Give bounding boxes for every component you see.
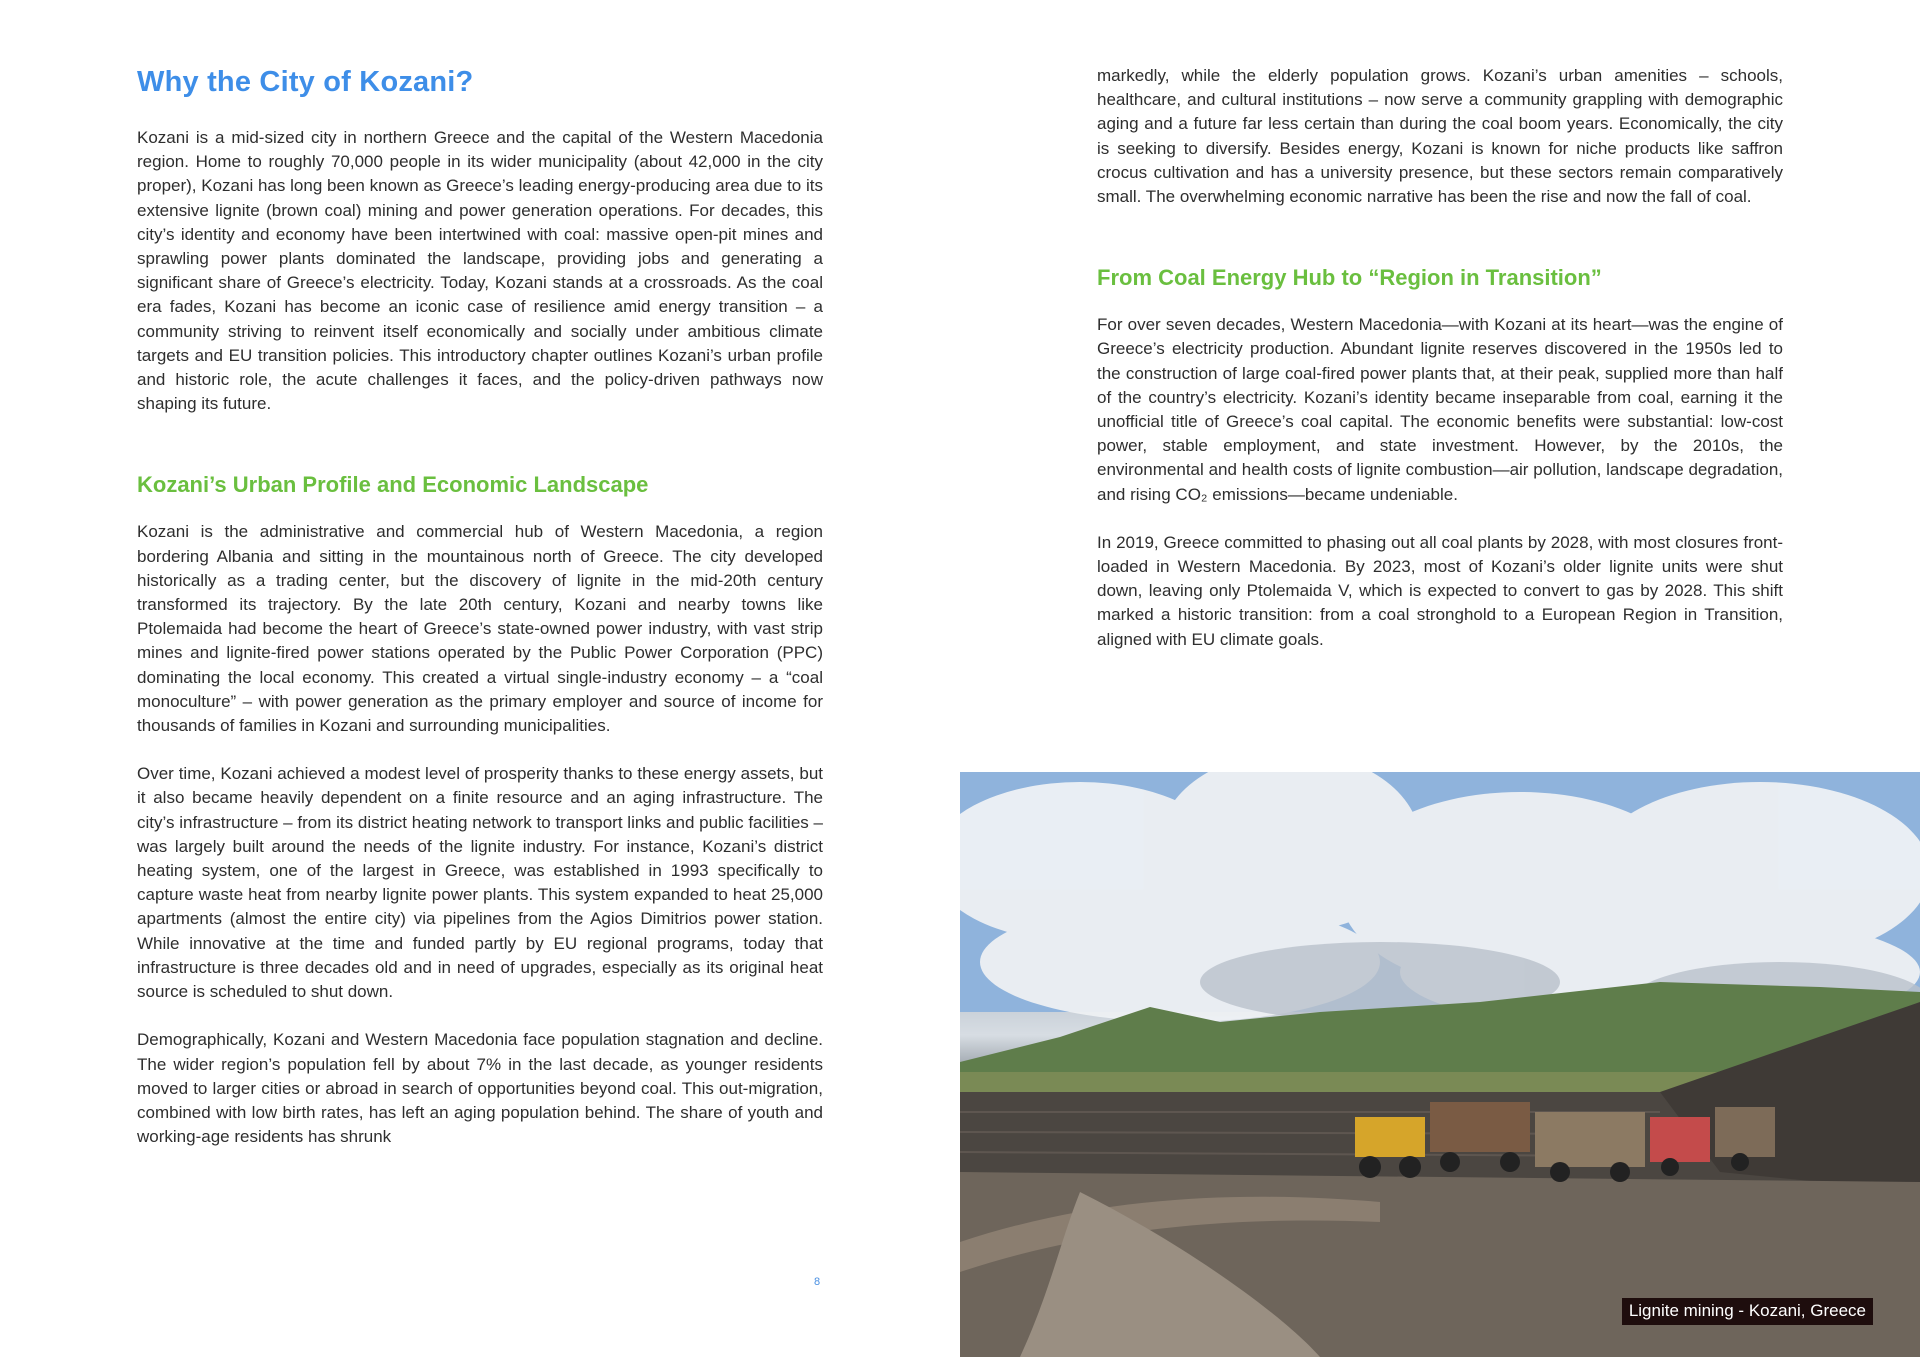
intro-paragraph: Kozani is a mid-sized city in northern Greece and the capital of the Western Macedonia region. Home to roughly 70,000 people in its wider municipality (about 42,000 in the city proper), Kozani has long been known as Greece’s leading energy-producing area due to its extensive lignite (brown coal) mining and power generation operations. For decades, this city’s identity and economy have been intertwined with coal: massive open-pit mines and sprawling power plants dominated the landscape, providing jobs and generating a significant share of Greece’s electricity. Today, Kozani stands at a crossroads. As the coal era fades, Kozani has become an iconic case of resilience amid energy transition – a community striving to reinvent itself economically and socially under ambitious climate targets and EU transition policies. This introductory chapter outlines Kozani’s urban profile and historic role, the acute challenges it faces, and the policy-driven pathways now shaping its future. (137, 128, 823, 414)
photo-illustration (960, 772, 1920, 1357)
right-page-column (1097, 64, 1783, 652)
page-title: Why the City of Kozani? (137, 66, 474, 98)
lignite-mine-photo (960, 772, 1920, 1357)
body-paragraph: Demographically, Kozani and Western Macedonia face population stagnation and decline. The wider region’s population fell by about 7% in the last decade, as younger residents moved to larger cities or abroad in search of opportunities beyond coal. This out-migration, combined with low birth rates, has left an aging population behind. The share of youth and working-age residents has shrunk (137, 1030, 823, 1147)
body-paragraph: In 2019, Greece committed to phasing out all coal plants by 2028, with most closures front-loaded in Western Macedonia. By 2023, most of Kozani’s older lignite units were shut down, leaving only Ptolemaida V, which is expected to convert to gas by 2028. This shift marked a historic transition: from a coal stronghold to a European Region in Transition, aligned with EU climate goals. (1097, 532, 1783, 649)
body-paragraph: For over seven decades, Western Macedonia—with Kozani at its heart—was the engine of Greece’s electricity production. Abundant lignite reserves discovered in the 1950s led to the construction of large coal-fired power plants that, at their peak, supplied more than half of the country’s electricity. Kozani’s identity became inseparable from coal, earning it the unofficial title of Greece’s coal capital. The economic benefits were substantial: low-cost power, stable employment, and state investment. However, by the 2010s, the environmental and health costs of lignite combustion—air pollution, landscape degradation, and rising CO₂ emissions—became undeniable. (1097, 315, 1783, 504)
body-paragraph: Kozani is the administrative and commercial hub of Western Macedonia, a region bordering Albania and sitting in the mountainous north of Greece. The city developed historically as a trading center, but the discovery of lignite in the mid-20th century transformed its trajectory. By the late 20th century, Kozani and nearby towns like Ptolemaida had become the heart of Greece’s state-owned power industry, with vast strip mines and lignite-fired power stations operated by the Public Power Corporation (PPC) dominating the local economy. This created a virtual single-industry economy – a “coal monoculture” – with power generation as the primary employer and source of income for thousands of families in Kozani and surrounding municipalities. (137, 522, 823, 736)
section-heading-region-transition: From Coal Energy Hub to “Region in Transition” (1097, 265, 1602, 291)
body-paragraph: Over time, Kozani achieved a modest level of prosperity thanks to these energy assets, but it also became heavily dependent on a finite resource and an aging infrastructure. The city’s infrastructure – from its district heating network to transport links and public facilities – was largely built around the needs of the lignite industry. For instance, Kozani’s district heating system, one of the largest in Greece, was established in 1993 specifically to capture waste heat from nearby lignite power plants. This system expanded to heat 25,000 apartments (almost the entire city) via pipelines from the Agios Dimitrios power station. While innovative at the time and funded partly by EU regional programs, today that infrastructure is three decades old and in need of upgrades, especially as its original heat source is scheduled to shut down. (137, 764, 823, 1002)
section-heading-urban-profile: Kozani’s Urban Profile and Economic Landscape (137, 472, 649, 498)
photo-caption: Lignite mining - Kozani, Greece (1622, 1298, 1873, 1325)
left-page-column (137, 62, 823, 1149)
continued-paragraph: markedly, while the elderly population grows. Kozani’s urban amenities – schools, healthcare, and cultural institutions – now serve a community grappling with demographic aging and a future far less certain than during the coal boom years. Economically, the city is seeking to diversify. Besides energy, Kozani is known for niche products like saffron crocus cultivation and has a university presence, but these sectors remain comparatively small. The overwhelming economic narrative has been the rise and now the fall of coal. (1097, 66, 1783, 207)
page-number: 8 (814, 1276, 821, 1288)
